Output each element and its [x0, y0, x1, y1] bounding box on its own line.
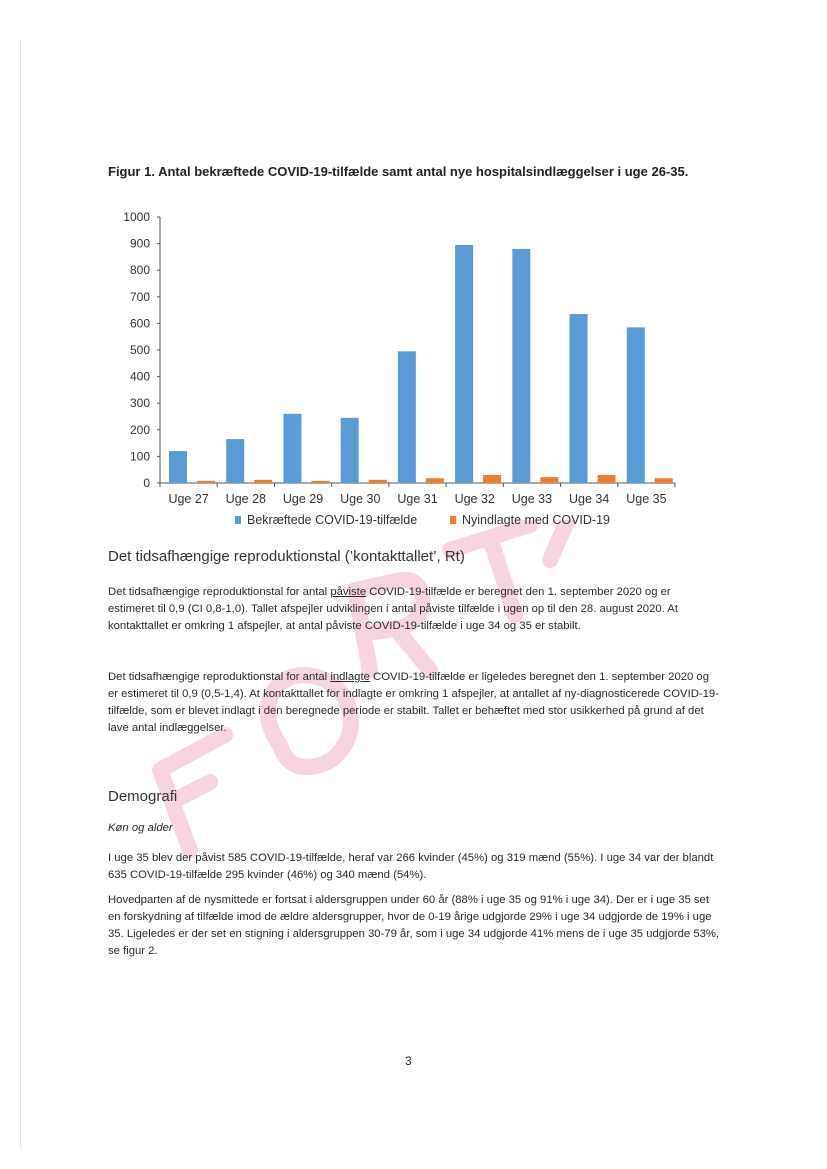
bar-hospitalized	[598, 475, 616, 483]
bar-confirmed	[570, 314, 588, 483]
bar-hospitalized	[197, 481, 215, 483]
bar-hospitalized	[483, 475, 501, 483]
paragraph-reproduction-1	[108, 584, 720, 635]
y-tick-label: 100	[129, 449, 150, 464]
bar-hospitalized	[369, 480, 387, 483]
y-tick-label: 800	[129, 263, 150, 278]
subheading-kon-og-alder: Køn og alder	[108, 822, 173, 834]
y-tick-label: 200	[129, 422, 150, 437]
bar-confirmed	[226, 439, 244, 483]
x-tick-label: Uge 33	[511, 492, 553, 506]
bar-confirmed	[627, 327, 645, 483]
paragraph-demografi-1: I uge 35 blev der påvist 585 COVID-19-tilfælde, heraf var 266 kvinder (45%) og 319 mænd (55%). I uge 34 var der blandt 635 COVID-19-tilfælde 295 kvinder (46%) og 340 mænd (54%).	[108, 852, 714, 881]
underlined-word-paviste: påviste	[330, 586, 367, 598]
legend-swatch	[450, 516, 456, 524]
underlined-word-indlagte: indlagte	[330, 671, 370, 683]
bar-hospitalized	[540, 477, 558, 483]
figure-title: Figur 1. Antal bekræftede COVID-19-tilfælde samt antal nye hospitalsindlæggelser i uge 26-35.	[108, 164, 689, 179]
bar-chart	[100, 198, 700, 538]
section-heading-reproduction: Det tidsafhængige reproduktionstal (’kontakttallet’, Rt)	[108, 548, 465, 565]
y-tick-label: 300	[129, 396, 150, 411]
y-tick-label: 500	[129, 343, 150, 357]
text-fragment: COVID-19-tilfælde er beregnet den 1. september 2020 og er estimeret til 0,9 (CI 0,8-1,0). Tallet afspejler udviklingen i antal påviste tilfælde i ugen op til den 28. august 2020. At kontakttallet er omkring 1 afspejler, at antal påviste COVID-19-tilfælde i uge 34 og 35 er stabilt.	[108, 586, 678, 632]
legend-label: Bekræftede COVID-19-tilfælde	[247, 513, 418, 527]
page-number: 3	[405, 1054, 412, 1068]
bar-hospitalized	[426, 478, 444, 483]
x-tick-label: Uge 27	[168, 492, 209, 506]
bar-confirmed	[341, 418, 359, 483]
text-fragment: Det tidsafhængige reproduktionstal for antal	[108, 586, 331, 598]
y-tick-label: 1000	[123, 210, 150, 224]
section-heading-demografi: Demografi	[108, 788, 178, 805]
bar-hospitalized	[655, 478, 673, 483]
page-edge-line	[20, 40, 21, 1150]
paragraph-demografi-2: Hovedparten af de nysmittede er fortsat i aldersgruppen under 60 år (88% i uge 35 og 91% i uge 34). Der er i uge 35 set en forskydning af tilfælde imod de ældre aldersgrupper, hvor de 0-19 årige udgjorde 29% i uge 34 udgjorde de 19% i uge 35. Ligeledes er der set en stigning i aldersgruppen 30-79 år, som i uge 34 udgjorde 41% mens de i uge 35 udgjorde 53%, se figur 2.	[108, 894, 720, 957]
x-tick-label: Uge 31	[397, 492, 438, 506]
bar-hospitalized	[254, 480, 272, 483]
bar-confirmed	[398, 351, 416, 483]
x-tick-label: Uge 34	[569, 492, 610, 506]
text-fragment: Det tidsafhængige reproduktionstal for antal	[108, 671, 331, 683]
text-fragment: COVID-19-tilfælde er ligeledes beregnet den 1. september 2020 og er estimeret til 0,9 (0,5-1,4). At kontakttallet for indlagte er omkring 1 afspejler, at antallet af ny-diagnosticerede COVID-19-tilfælde, som er blevet indlagt i den beregnede periode er stabilt. Tallet er behæftet med stor usikkerhed på grund af det lave antal indlæggelser.	[108, 671, 719, 734]
x-tick-label: Uge 35	[626, 492, 667, 506]
paragraph-reproduction-2	[108, 669, 720, 737]
y-tick-label: 400	[129, 369, 150, 384]
bar-confirmed	[455, 245, 473, 483]
x-tick-label: Uge 32	[454, 492, 495, 506]
y-tick-label: 0	[143, 476, 150, 490]
legend-label: Nyindlagte med COVID-19	[462, 513, 610, 527]
bar-confirmed	[283, 414, 301, 483]
bar-confirmed	[512, 249, 530, 483]
x-tick-label: Uge 29	[282, 492, 324, 506]
legend-swatch	[235, 516, 241, 524]
y-tick-label: 900	[129, 236, 150, 251]
y-tick-label: 600	[129, 316, 150, 331]
x-tick-label: Uge 30	[340, 492, 381, 506]
bar-confirmed	[169, 451, 187, 483]
y-tick-label: 700	[129, 289, 150, 304]
x-tick-label: Uge 28	[225, 492, 266, 506]
bar-hospitalized	[311, 481, 329, 483]
